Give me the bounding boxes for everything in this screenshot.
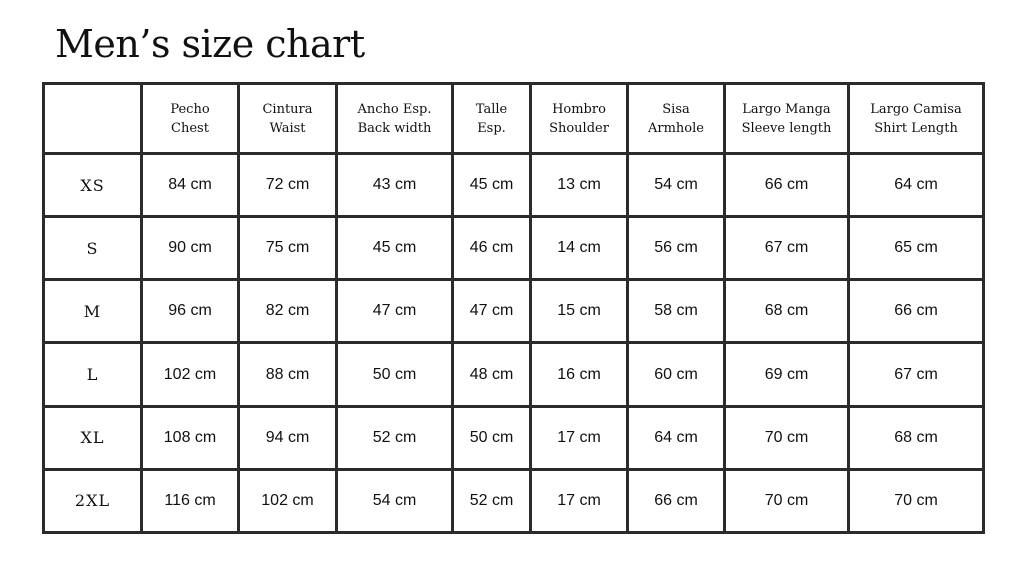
table-cell: 66 cm [628,469,725,532]
table-cell: 70 cm [725,469,849,532]
table-cell: 67 cm [725,217,849,280]
table-cell: 69 cm [725,343,849,406]
column-header-en: Waist [269,120,306,136]
table-cell: 45 cm [337,217,453,280]
column-header-es: Largo Manga [742,101,831,117]
column-header-shoulder [531,84,628,154]
column-header-es: Sisa [662,101,690,117]
table-cell: 82 cm [239,280,337,343]
column-header-es: Hombro [552,101,606,117]
column-header-es: Cintura [262,101,313,117]
table-cell: 94 cm [239,406,337,469]
table-cell: 48 cm [453,343,531,406]
table-cell: 47 cm [337,280,453,343]
table-cell: 54 cm [628,154,725,217]
column-header-back-width [337,84,453,154]
column-header-talle [453,84,531,154]
table-cell: 64 cm [849,154,984,217]
table-row [44,406,984,469]
table-cell: 54 cm [337,469,453,532]
table-cell: 52 cm [337,406,453,469]
table-cell: 64 cm [628,406,725,469]
table-cell: 70 cm [849,469,984,532]
table-cell: 72 cm [239,154,337,217]
column-header-es: Ancho Esp. [357,101,432,117]
table-cell: 46 cm [453,217,531,280]
column-header-armhole [628,84,725,154]
size-chart-table [42,82,985,534]
column-header-es: Talle [475,101,508,117]
column-header-chest [142,84,239,154]
table-cell: 108 cm [142,406,239,469]
page-title: Men’s size chart [55,22,365,66]
table-cell: 102 cm [239,469,337,532]
table-row [44,469,984,532]
column-header-sleeve-length [725,84,849,154]
table-cell: 66 cm [725,154,849,217]
column-header-en: Sleeve length [741,120,832,136]
column-header-waist [239,84,337,154]
table-cell: 16 cm [531,343,628,406]
column-header-es: Pecho [170,101,210,117]
table-row [44,154,984,217]
column-header-en: Chest [171,120,209,136]
column-header-es: Largo Camisa [870,101,962,117]
table-cell: 68 cm [849,406,984,469]
table-cell: 67 cm [849,343,984,406]
table-cell: 58 cm [628,280,725,343]
table-cell: 50 cm [337,343,453,406]
corner-cell [44,84,142,154]
table-cell: 56 cm [628,217,725,280]
table-cell: 43 cm [337,154,453,217]
table-cell: 88 cm [239,343,337,406]
table-cell: 102 cm [142,343,239,406]
table-cell: 13 cm [531,154,628,217]
size-label: L [44,343,142,406]
table-cell: 47 cm [453,280,531,343]
table-cell: 75 cm [239,217,337,280]
table-cell: 70 cm [725,406,849,469]
column-header-en: Shoulder [549,120,609,136]
column-header-shirt-length [849,84,984,154]
table-cell: 65 cm [849,217,984,280]
table-cell: 14 cm [531,217,628,280]
table-cell: 52 cm [453,469,531,532]
table-cell: 116 cm [142,469,239,532]
table-cell: 15 cm [531,280,628,343]
table-cell: 50 cm [453,406,531,469]
table-cell: 90 cm [142,217,239,280]
table-cell: 17 cm [531,469,628,532]
header-row [44,84,984,154]
size-label: M [44,280,142,343]
table-cell: 66 cm [849,280,984,343]
table-cell: 17 cm [531,406,628,469]
table-cell: 68 cm [725,280,849,343]
table-row [44,280,984,343]
size-label: XS [44,154,142,217]
table-cell: 60 cm [628,343,725,406]
column-header-en: Armhole [648,120,704,136]
size-label: 2XL [44,469,142,532]
column-header-en: Esp. [477,120,506,136]
table-cell: 45 cm [453,154,531,217]
table-cell: 84 cm [142,154,239,217]
size-label: XL [44,406,142,469]
size-label: S [44,217,142,280]
table-row [44,343,984,406]
column-header-en: Back width [357,120,432,136]
table-cell: 96 cm [142,280,239,343]
column-header-en: Shirt Length [874,120,958,136]
table-row [44,217,984,280]
